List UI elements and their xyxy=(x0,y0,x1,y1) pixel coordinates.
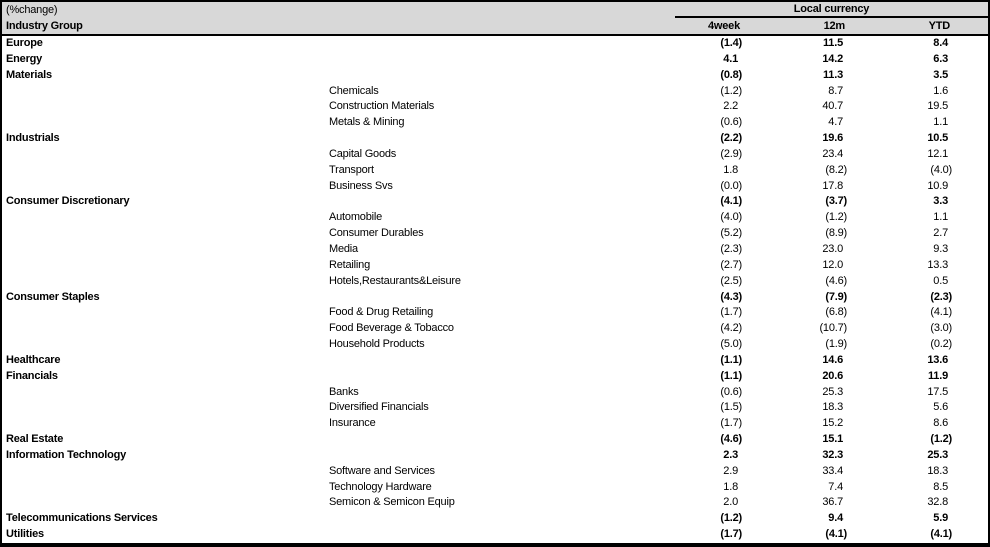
cell-ytd: 3.3 xyxy=(933,195,948,208)
cell-12m: (4.1) xyxy=(825,528,847,541)
row-label: Information Technology xyxy=(6,448,127,461)
cell-4week: 4.1 xyxy=(723,52,738,65)
table-row xyxy=(2,464,988,480)
row-label: Capital Goods xyxy=(329,147,397,160)
cell-ytd: (1.2) xyxy=(930,433,952,446)
cell-4week: (1.2) xyxy=(720,84,742,97)
header-row-columns xyxy=(2,18,988,34)
cell-ytd: 2.7 xyxy=(933,227,948,240)
cell-ytd: 12.1 xyxy=(927,147,948,160)
cell-ytd: 9.3 xyxy=(933,242,948,255)
table-row xyxy=(2,432,988,448)
row-label: Utilities xyxy=(6,528,44,541)
cell-ytd: 1.6 xyxy=(933,84,948,97)
table-row xyxy=(2,99,988,115)
cell-12m: (10.7) xyxy=(819,322,847,335)
cell-12m: 7.4 xyxy=(828,480,843,493)
cell-ytd: 25.3 xyxy=(927,448,948,461)
table-row xyxy=(2,84,988,100)
table-row xyxy=(2,115,988,131)
cell-ytd: 5.9 xyxy=(933,512,948,525)
cell-ytd: 17.5 xyxy=(927,385,948,398)
row-label: Healthcare xyxy=(6,353,61,366)
row-label: Materials xyxy=(6,68,52,81)
table-row xyxy=(2,511,988,527)
percent-change-label: (%change) xyxy=(6,4,58,16)
cell-ytd: 13.6 xyxy=(927,353,948,366)
cell-4week: (2.5) xyxy=(720,274,742,287)
table-row xyxy=(2,527,988,543)
col-header-ytd: YTD xyxy=(928,20,950,32)
row-label: Household Products xyxy=(329,338,425,351)
row-label: Insurance xyxy=(329,417,376,430)
cell-4week: (0.6) xyxy=(720,385,742,398)
row-label: Europe xyxy=(6,37,43,49)
row-label: Metals & Mining xyxy=(329,116,405,129)
table-row xyxy=(2,194,988,210)
cell-12m: (4.6) xyxy=(825,274,847,287)
cell-ytd: 10.5 xyxy=(927,132,948,145)
cell-ytd: 3.5 xyxy=(933,68,948,81)
cell-12m: (7.9) xyxy=(825,290,847,303)
table-row xyxy=(2,179,988,195)
cell-12m: (6.8) xyxy=(825,306,847,319)
row-label: Banks xyxy=(329,385,359,398)
row-label: Real Estate xyxy=(6,433,64,446)
row-label: Food Beverage & Tobacco xyxy=(329,322,454,335)
cell-12m: (1.2) xyxy=(825,211,847,224)
cell-12m: 19.6 xyxy=(822,132,843,145)
cell-12m: 23.4 xyxy=(822,147,843,160)
local-currency-header: Local currency xyxy=(675,2,988,18)
header-row-currency xyxy=(2,2,988,18)
cell-4week: (0.0) xyxy=(720,179,742,192)
table-row xyxy=(2,385,988,401)
cell-4week: (4.0) xyxy=(720,211,742,224)
table-row xyxy=(2,353,988,369)
cell-4week: (2.9) xyxy=(720,147,742,160)
cell-12m: 33.4 xyxy=(822,464,843,477)
cell-4week: 2.3 xyxy=(723,448,738,461)
cell-ytd: 11.9 xyxy=(927,369,948,382)
table-row xyxy=(2,321,988,337)
table-row xyxy=(2,210,988,226)
row-label: Hotels,Restaurants&Leisure xyxy=(329,274,461,287)
cell-4week: 2.2 xyxy=(723,100,738,113)
cell-12m: 32.3 xyxy=(822,448,843,461)
cell-4week: (5.0) xyxy=(720,338,742,351)
table-row xyxy=(2,274,988,290)
cell-4week: (4.2) xyxy=(720,322,742,335)
table-row xyxy=(2,480,988,496)
cell-4week: (1.2) xyxy=(720,512,742,525)
cell-ytd: 13.3 xyxy=(927,258,948,271)
table-row xyxy=(2,337,988,353)
row-label: Software and Services xyxy=(329,464,435,477)
cell-12m: 20.6 xyxy=(822,369,843,382)
cell-12m: (3.7) xyxy=(825,195,847,208)
cell-4week: (1.5) xyxy=(720,401,742,414)
table-row xyxy=(2,290,988,306)
cell-12m: 15.2 xyxy=(822,417,843,430)
table-row xyxy=(2,258,988,274)
cell-12m: 12.0 xyxy=(822,258,843,271)
cell-4week: 1.8 xyxy=(723,163,738,176)
table-row xyxy=(2,448,988,464)
table-row xyxy=(2,226,988,242)
row-label: Consumer Durables xyxy=(329,227,424,240)
cell-12m: 15.1 xyxy=(822,433,843,446)
table-row xyxy=(2,131,988,147)
cell-ytd: 8.6 xyxy=(933,417,948,430)
cell-ytd: 8.4 xyxy=(933,37,948,49)
cell-12m: 40.7 xyxy=(822,100,843,113)
table-row xyxy=(2,68,988,84)
cell-4week: (0.6) xyxy=(720,116,742,129)
cell-4week: (4.6) xyxy=(720,433,742,446)
col-header-4week: 4week xyxy=(707,20,740,32)
cell-12m: 14.6 xyxy=(822,353,843,366)
industry-group-header: Industry Group xyxy=(6,20,83,32)
cell-12m: 25.3 xyxy=(822,385,843,398)
cell-4week: (1.7) xyxy=(720,528,742,541)
cell-4week: (4.1) xyxy=(720,195,742,208)
cell-ytd: (4.1) xyxy=(930,306,952,319)
table-body xyxy=(2,36,988,543)
cell-4week: 2.9 xyxy=(723,464,738,477)
table-row xyxy=(2,242,988,258)
table-row xyxy=(2,400,988,416)
cell-4week: 2.0 xyxy=(723,496,738,509)
row-label: Chemicals xyxy=(329,84,379,97)
cell-12m: 11.3 xyxy=(822,68,843,81)
row-label: Retailing xyxy=(329,258,371,271)
row-label: Semicon & Semicon Equip xyxy=(329,496,455,509)
cell-ytd: 10.9 xyxy=(927,179,948,192)
cell-4week: 1.8 xyxy=(723,480,738,493)
cell-ytd: 1.1 xyxy=(933,116,948,129)
cell-4week: (1.7) xyxy=(720,306,742,319)
cell-12m: 11.5 xyxy=(822,37,843,49)
cell-12m: (1.9) xyxy=(825,338,847,351)
cell-12m: 8.7 xyxy=(828,84,843,97)
col-header-12m: 12m xyxy=(823,20,845,32)
cell-ytd: 18.3 xyxy=(927,464,948,477)
cell-ytd: 19.5 xyxy=(927,100,948,113)
row-label: Technology Hardware xyxy=(329,480,432,493)
cell-12m: (8.2) xyxy=(825,163,847,176)
cell-4week: (2.2) xyxy=(720,132,742,145)
cell-ytd: 5.6 xyxy=(933,401,948,414)
row-label: Transport xyxy=(329,163,374,176)
cell-ytd: (2.3) xyxy=(930,290,952,303)
cell-4week: (0.8) xyxy=(720,68,742,81)
cell-4week: (1.4) xyxy=(720,37,742,49)
cell-ytd: (3.0) xyxy=(930,322,952,335)
cell-ytd: 6.3 xyxy=(933,52,948,65)
cell-12m: 17.8 xyxy=(822,179,843,192)
cell-4week: (4.3) xyxy=(720,290,742,303)
table-row xyxy=(2,369,988,385)
row-label: Energy xyxy=(6,52,43,65)
row-label: Financials xyxy=(6,369,58,382)
cell-4week: (1.7) xyxy=(720,417,742,430)
cell-12m: 4.7 xyxy=(828,116,843,129)
row-label: Telecommunications Services xyxy=(6,512,158,525)
cell-ytd: 32.8 xyxy=(927,496,948,509)
row-label: Consumer Discretionary xyxy=(6,195,130,208)
cell-12m: 9.4 xyxy=(828,512,843,525)
cell-ytd: (4.1) xyxy=(930,528,952,541)
row-label: Media xyxy=(329,242,358,255)
cell-ytd: (4.0) xyxy=(930,163,952,176)
cell-ytd: 0.5 xyxy=(933,274,948,287)
table-row xyxy=(2,495,988,511)
cell-12m: 18.3 xyxy=(822,401,843,414)
table-header xyxy=(2,2,988,36)
cell-4week: (5.2) xyxy=(720,227,742,240)
table-row xyxy=(2,163,988,179)
table-row xyxy=(2,305,988,321)
cell-ytd: 1.1 xyxy=(933,211,948,224)
table-row xyxy=(2,416,988,432)
row-label: Diversified Financials xyxy=(329,401,429,414)
table-row xyxy=(2,147,988,163)
cell-4week: (1.1) xyxy=(720,353,742,366)
row-label: Industrials xyxy=(6,132,60,145)
cell-4week: (2.3) xyxy=(720,242,742,255)
cell-12m: 36.7 xyxy=(822,496,843,509)
row-label: Business Svs xyxy=(329,179,393,192)
row-label: Food & Drug Retailing xyxy=(329,306,434,319)
row-label: Automobile xyxy=(329,211,383,224)
cell-12m: 14.2 xyxy=(822,52,843,65)
cell-ytd: 8.5 xyxy=(933,480,948,493)
row-label: Construction Materials xyxy=(329,100,435,113)
table-row xyxy=(2,36,988,52)
cell-4week: (1.1) xyxy=(720,369,742,382)
cell-12m: 23.0 xyxy=(822,242,843,255)
cell-ytd: (0.2) xyxy=(930,338,952,351)
cell-4week: (2.7) xyxy=(720,258,742,271)
cell-12m: (8.9) xyxy=(825,227,847,240)
row-label: Consumer Staples xyxy=(6,290,100,303)
table-row xyxy=(2,52,988,68)
